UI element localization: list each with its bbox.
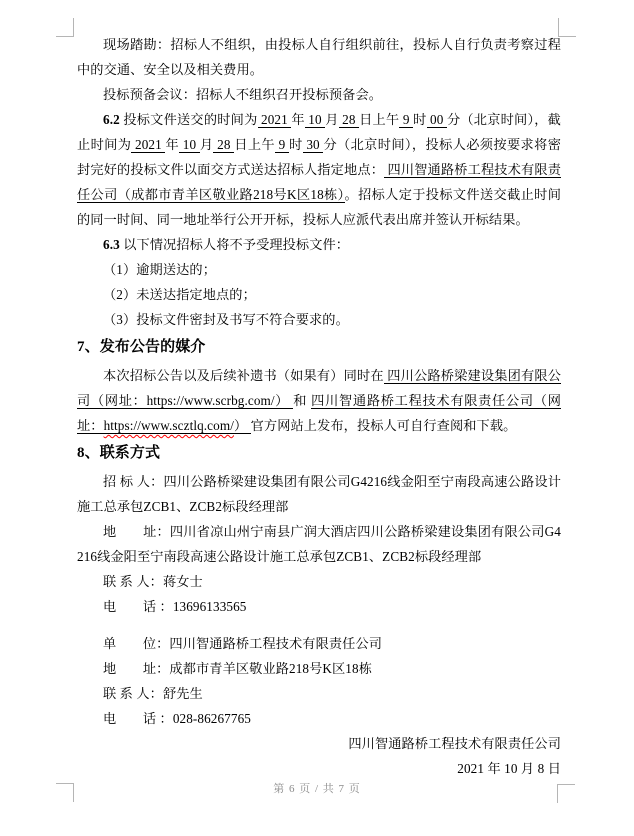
- text-run: 联 系 人：舒先生: [103, 686, 203, 701]
- text-run: 。招标人定于投标文件送交截止时间的同一时间、同一地址举行公开开标，投标人应派代表出席并签认开标结果。: [77, 187, 561, 227]
- underlined-text: 2021: [257, 112, 292, 127]
- clause-6-2: [77, 107, 561, 232]
- reject-item-2: [77, 282, 561, 307]
- text-run: 联 系 人：蒋女士: [103, 574, 203, 589]
- underlined-text: 四川智通路桥工程技术有限责任公司（网址：: [77, 393, 561, 433]
- text-run: 月: [199, 137, 214, 152]
- text-run: 6.2: [103, 112, 120, 127]
- reject-item-3: [77, 307, 561, 332]
- reject-item-1: [77, 257, 561, 282]
- tenderee-contact: [77, 569, 561, 594]
- margin-crop-mark-top-left: [56, 18, 74, 37]
- text-run: 时: [289, 137, 303, 152]
- text-run: 电 话 ：028-86267765: [103, 711, 251, 726]
- text-run: 投标文件送交的时间为: [119, 112, 258, 127]
- text-run: 2021 年 10 月 8 日: [457, 761, 561, 776]
- text-run: 单 位：四川智通路桥工程技术有限责任公司: [103, 636, 383, 651]
- text-run: 本次招标公告以及后续补遗书（如果有）同时在: [103, 368, 384, 383]
- announcement-media: [77, 363, 561, 438]
- underlined-text: 四川智通路桥工程技术有限责任公司（成都市青羊区敬业路218号K区18栋）: [77, 162, 561, 202]
- text-run: 年: [291, 112, 305, 127]
- text-run: 日上午: [234, 137, 275, 152]
- signature-date: [77, 756, 561, 781]
- underlined-text: 28: [338, 112, 360, 127]
- underlined-text: 2021: [131, 137, 166, 152]
- text-run: 7、发布公告的媒介: [77, 339, 206, 355]
- text-run: 6.3: [103, 237, 120, 252]
- underlined-text: 四川公路桥梁建设集团有限公司（网址：https://www.scrbg.com/）: [77, 368, 561, 408]
- tenderee-phone: [77, 594, 561, 619]
- url-with-spellcheck: https://www.scztlq.com/: [103, 418, 234, 433]
- spacer: [77, 619, 561, 631]
- text-run: 年: [165, 137, 180, 152]
- text-run: 电 话 ：13696133565: [103, 599, 247, 614]
- text-run: 分（北京时间），投标人必须按要求将密封完好的投标文件以面交方式送达招标人指定地点：: [77, 137, 562, 177]
- section-8-heading: [77, 441, 561, 466]
- text-run: 分（北京时间），截止时间为: [77, 112, 561, 152]
- agency-address: [77, 656, 561, 681]
- text-run: 以下情况招标人将不予受理投标文件：: [119, 237, 350, 252]
- underlined-text: 9: [274, 137, 290, 152]
- underlined-text: 9: [399, 112, 414, 127]
- text-run: 月: [325, 112, 339, 127]
- pre-bid-meeting: [77, 82, 561, 107]
- site-survey: [77, 32, 561, 82]
- text-run: 地 址：成都市青羊区敬业路218号K区18栋: [103, 661, 372, 676]
- text-run: 日上午: [359, 112, 400, 127]
- text-run: （1）逾期送达的；: [103, 262, 216, 277]
- text-run: 招 标 人：四川公路桥梁建设集团有限公司G4216线金阳至宁南段高速公路设计施工总承包ZCB1、ZCB2标段经理部: [77, 474, 561, 514]
- underlined-text: 10: [179, 137, 200, 152]
- text-run: 现场踏勘：招标人不组织，由投标人自行组织前往，投标人自行负责考察过程中的交通、安全以及相关费用。: [77, 37, 561, 77]
- underlined-text: 28: [213, 137, 235, 152]
- section-7-heading: [77, 335, 561, 360]
- text-run: 8、联系方式: [77, 445, 161, 461]
- text-run: 四川智通路桥工程技术有限责任公司: [348, 736, 561, 751]
- underlined-text: 30: [302, 137, 324, 152]
- text-run: 官方网站上发布，投标人可自行查阅和下载。: [250, 418, 517, 433]
- underlined-text: 00: [426, 112, 447, 127]
- clause-6-3: [77, 232, 561, 257]
- text-run: 和: [293, 393, 312, 408]
- text-run: （2）未送达指定地点的；: [103, 287, 256, 302]
- page-number-footer: 第 6 页 / 共 7 页: [273, 783, 361, 795]
- agency-name: [77, 631, 561, 656]
- document-body: [77, 32, 561, 781]
- text-run: 投标预备会议：招标人不组织召开投标预备会。: [103, 87, 383, 102]
- tenderee-name: [77, 469, 561, 519]
- agency-phone: [77, 706, 561, 731]
- underlined-text: 10: [304, 112, 326, 127]
- tenderee-address: [77, 519, 561, 569]
- agency-contact: [77, 681, 561, 706]
- signature-company: [77, 731, 561, 756]
- text-run: （3）投标文件密封及书写不符合要求的。: [103, 312, 349, 327]
- underlined-text: ）: [233, 418, 251, 433]
- text-run: 时: [413, 112, 427, 127]
- text-run: 地 址：四川省凉山州宁南县广润大酒店四川公路桥梁建设集团有限公司G4216线金阳至宁南段高速公路设计施工总承包ZCB1、ZCB2标段经理部: [77, 524, 561, 564]
